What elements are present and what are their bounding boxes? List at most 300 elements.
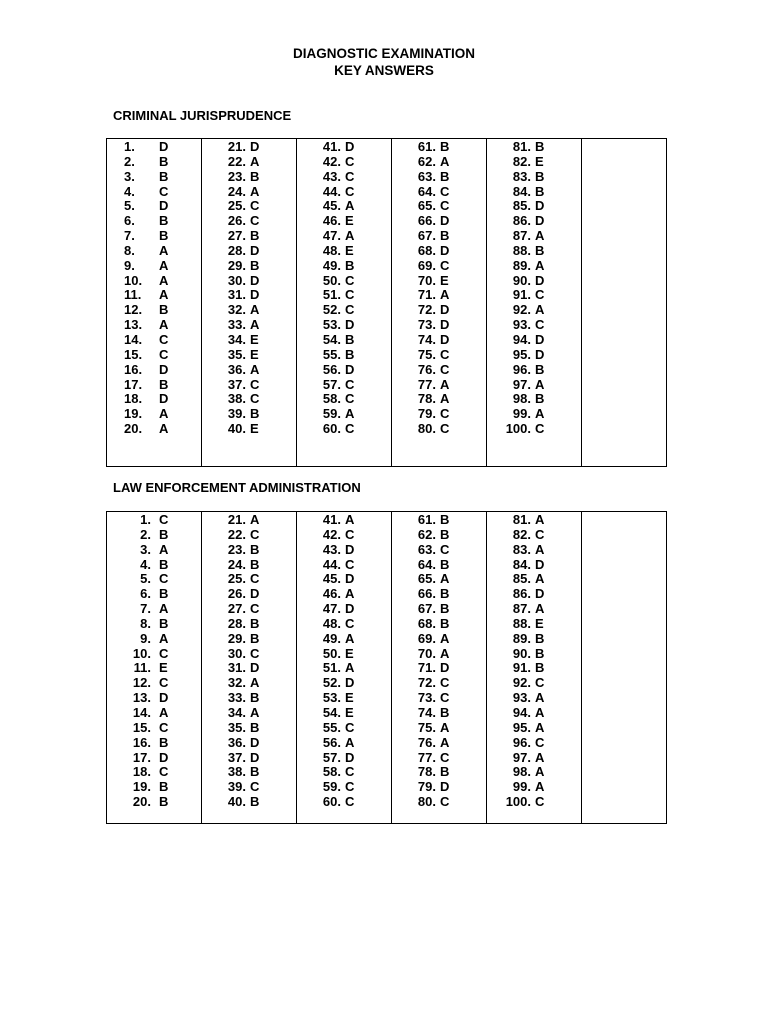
answer-row: [107, 706, 201, 721]
answer-row: [107, 572, 201, 587]
question-number: 88.: [512, 615, 531, 631]
question-number: 59.: [322, 406, 341, 422]
answer-row: [297, 392, 391, 407]
question-number: 53.: [322, 317, 341, 333]
question-number: 22.: [227, 153, 246, 169]
answer-row: [202, 736, 296, 751]
answer-row: [392, 259, 486, 274]
answer-row: [392, 288, 486, 303]
answer-column: [297, 139, 392, 467]
answer-row: [107, 558, 201, 573]
answer-row: [202, 513, 296, 528]
answer-letter: D: [250, 287, 260, 303]
question-number: 43.: [322, 541, 341, 557]
answer-row: [487, 259, 581, 274]
answer-row: [392, 392, 486, 407]
answer-key-table-law-enforcement-administration: [106, 511, 667, 824]
answer-letter: B: [159, 734, 169, 750]
question-number: 82.: [512, 153, 531, 169]
answer-row: [107, 661, 201, 676]
answer-row: [297, 751, 391, 766]
answer-letter: C: [440, 361, 450, 377]
question-number: 34.: [227, 331, 246, 347]
answer-row: [297, 170, 391, 185]
question-number: 61.: [417, 512, 436, 527]
answer-row: [202, 572, 296, 587]
question-number: 72.: [417, 302, 436, 318]
question-number: 68.: [417, 615, 436, 631]
answer-letter: A: [250, 153, 260, 169]
answer-letter: A: [159, 601, 169, 617]
answer-row: [392, 422, 486, 437]
answer-letter: C: [250, 391, 260, 407]
answer-letter: C: [345, 556, 355, 572]
answer-row: [297, 318, 391, 333]
question-number: 78.: [417, 391, 436, 407]
answer-row: [487, 558, 581, 573]
answer-letter: C: [535, 794, 545, 810]
question-number: 32.: [227, 302, 246, 318]
answer-letter: C: [250, 779, 260, 795]
answer-row: [297, 244, 391, 259]
question-number: 51.: [322, 660, 341, 676]
answer-row: [107, 736, 201, 751]
answer-letter: E: [345, 645, 354, 661]
answer-row: [107, 422, 201, 437]
answer-row: [392, 661, 486, 676]
question-number: 38.: [227, 391, 246, 407]
question-number: 42.: [322, 526, 341, 542]
answer-row: [297, 691, 391, 706]
answer-row: [487, 155, 581, 170]
answer-row: [107, 274, 201, 289]
answer-row: [202, 587, 296, 602]
answer-row: [487, 528, 581, 543]
answer-letter: B: [440, 512, 450, 527]
answer-row: [487, 422, 581, 437]
answer-row: [392, 721, 486, 736]
answer-row: [297, 602, 391, 617]
question-number: 63.: [417, 541, 436, 557]
answer-row: [107, 602, 201, 617]
answer-letter: C: [345, 615, 355, 631]
answer-row: [392, 617, 486, 632]
question-number: 86.: [512, 213, 531, 229]
question-number: 20.: [124, 421, 143, 437]
question-number: 84.: [512, 183, 531, 199]
answer-letter: C: [345, 391, 355, 407]
answer-row: [487, 407, 581, 422]
answer-letter: C: [440, 346, 450, 362]
question-number: 42.: [322, 153, 341, 169]
question-number: 70.: [417, 272, 436, 288]
question-number: 94.: [512, 331, 531, 347]
answer-letter: C: [159, 512, 169, 527]
answer-row: [202, 229, 296, 244]
answer-row: [297, 543, 391, 558]
answer-letter: A: [250, 675, 260, 691]
question-number: 15.: [124, 346, 143, 362]
answer-letter: A: [440, 376, 450, 392]
answer-letter: A: [159, 541, 169, 557]
question-number: 77.: [417, 749, 436, 765]
answer-row: [107, 676, 201, 691]
answer-letter: D: [250, 586, 260, 602]
question-number: 37.: [227, 376, 246, 392]
answer-letter: D: [345, 361, 355, 377]
answer-letter: B: [250, 719, 260, 735]
answer-row: [392, 244, 486, 259]
question-number: 21.: [227, 512, 246, 527]
answer-letter: C: [440, 198, 450, 214]
answer-row: [202, 274, 296, 289]
answer-row: [487, 185, 581, 200]
answer-column: [392, 512, 487, 824]
question-number: 87.: [512, 228, 531, 244]
answer-letter: B: [159, 615, 169, 631]
question-number: 3.: [124, 168, 135, 184]
question-number: 87.: [512, 601, 531, 617]
question-number: 95.: [512, 346, 531, 362]
question-number: 93.: [512, 690, 531, 706]
answer-letter: C: [345, 272, 355, 288]
answer-letter: C: [345, 779, 355, 795]
answer-letter: B: [535, 168, 545, 184]
question-number: 28.: [227, 615, 246, 631]
answer-row: [392, 543, 486, 558]
answer-letter: D: [159, 198, 169, 214]
answer-letter: B: [250, 556, 260, 572]
answer-row: [107, 513, 201, 528]
answer-letter: A: [250, 704, 260, 720]
answer-row: [297, 676, 391, 691]
question-number: 20.: [132, 794, 151, 810]
answer-letter: A: [345, 198, 355, 214]
question-number: 25.: [227, 198, 246, 214]
answer-row: [202, 140, 296, 155]
answer-letter: B: [159, 376, 169, 392]
answer-row: [392, 587, 486, 602]
answer-row: [392, 558, 486, 573]
question-number: 29.: [227, 630, 246, 646]
answer-letter: C: [159, 571, 169, 587]
answer-letter: C: [535, 421, 545, 437]
question-number: 62.: [417, 526, 436, 542]
answer-letter: B: [250, 630, 260, 646]
question-number: 35.: [227, 346, 246, 362]
answer-row: [202, 348, 296, 363]
answer-letter: B: [250, 615, 260, 631]
answer-letter: D: [250, 242, 260, 258]
question-number: 92.: [512, 302, 531, 318]
question-number: 7.: [140, 601, 151, 617]
question-number: 97.: [512, 749, 531, 765]
question-number: 17.: [132, 749, 151, 765]
answer-row: [297, 274, 391, 289]
answer-letter: D: [250, 749, 260, 765]
answer-row: [107, 140, 201, 155]
answer-letter: C: [345, 764, 355, 780]
answer-row: [297, 288, 391, 303]
answer-letter: B: [440, 526, 450, 542]
answer-letter: A: [250, 512, 260, 527]
question-number: 1.: [124, 139, 135, 154]
question-number: 99.: [512, 406, 531, 422]
answer-letter: A: [159, 630, 169, 646]
question-number: 24.: [227, 183, 246, 199]
question-number: 50.: [322, 272, 341, 288]
question-number: 51.: [322, 287, 341, 303]
question-number: 8.: [140, 615, 151, 631]
answer-letter: C: [535, 317, 545, 333]
answer-letter: C: [159, 645, 169, 661]
question-number: 18.: [124, 391, 143, 407]
question-number: 67.: [417, 228, 436, 244]
answer-row: [202, 407, 296, 422]
answer-letter: E: [250, 331, 259, 347]
question-number: 14.: [132, 704, 151, 720]
answer-row: [297, 363, 391, 378]
answer-row: [392, 676, 486, 691]
answer-row: [107, 185, 201, 200]
question-number: 69.: [417, 257, 436, 273]
answer-column: [107, 139, 202, 467]
answer-letter: C: [159, 719, 169, 735]
answer-letter: B: [250, 228, 260, 244]
question-number: 60.: [322, 794, 341, 810]
question-number: 60.: [322, 421, 341, 437]
question-number: 91.: [512, 287, 531, 303]
question-number: 25.: [227, 571, 246, 587]
question-number: 93.: [512, 317, 531, 333]
answer-row: [107, 155, 201, 170]
answer-letter: A: [535, 376, 545, 392]
answer-row: [107, 229, 201, 244]
answer-letter: D: [345, 139, 355, 154]
answer-letter: B: [535, 645, 545, 661]
answer-letter: C: [250, 601, 260, 617]
answer-row: [487, 274, 581, 289]
answer-letter: D: [345, 749, 355, 765]
answer-letter: C: [535, 734, 545, 750]
question-number: 13.: [124, 317, 143, 333]
answer-letter: A: [250, 361, 260, 377]
answer-row: [202, 333, 296, 348]
answer-letter: A: [535, 257, 545, 273]
question-number: 41.: [322, 139, 341, 154]
answer-letter: C: [159, 346, 169, 362]
question-number: 86.: [512, 586, 531, 602]
answer-letter: C: [440, 406, 450, 422]
question-number: 64.: [417, 556, 436, 572]
answer-row: [202, 558, 296, 573]
answer-letter: D: [250, 139, 260, 154]
question-number: 26.: [227, 586, 246, 602]
answer-letter: C: [345, 526, 355, 542]
answer-row: [202, 632, 296, 647]
question-number: 66.: [417, 586, 436, 602]
answer-letter: A: [345, 228, 355, 244]
answer-letter: A: [535, 406, 545, 422]
question-number: 81.: [512, 139, 531, 154]
question-number: 7.: [124, 228, 135, 244]
question-number: 15.: [132, 719, 151, 735]
answer-letter: D: [345, 541, 355, 557]
question-number: 78.: [417, 764, 436, 780]
question-number: 33.: [227, 317, 246, 333]
answer-row: [487, 706, 581, 721]
answer-letter: D: [345, 317, 355, 333]
question-number: 65.: [417, 571, 436, 587]
question-number: 9.: [140, 630, 151, 646]
question-number: 82.: [512, 526, 531, 542]
answer-row: [202, 795, 296, 810]
question-number: 97.: [512, 376, 531, 392]
answer-row: [297, 558, 391, 573]
answer-row: [202, 288, 296, 303]
answer-row: [107, 632, 201, 647]
answer-row: [297, 528, 391, 543]
answer-column: [297, 512, 392, 824]
answer-row: [202, 765, 296, 780]
answer-row: [487, 543, 581, 558]
question-number: 29.: [227, 257, 246, 273]
answer-row: [392, 751, 486, 766]
answer-letter: C: [345, 183, 355, 199]
answer-letter: D: [440, 302, 450, 318]
answer-letter: C: [345, 421, 355, 437]
answer-row: [107, 170, 201, 185]
question-number: 27.: [227, 228, 246, 244]
question-number: 90.: [512, 272, 531, 288]
answer-letter: B: [250, 168, 260, 184]
answer-row: [202, 199, 296, 214]
answer-row: [487, 244, 581, 259]
question-number: 31.: [227, 660, 246, 676]
question-number: 75.: [417, 346, 436, 362]
question-number: 77.: [417, 376, 436, 392]
answer-row: [107, 303, 201, 318]
answer-letter: C: [440, 183, 450, 199]
question-number: 11.: [133, 660, 151, 676]
question-number: 48.: [322, 615, 341, 631]
question-number: 57.: [322, 376, 341, 392]
answer-letter: B: [535, 361, 545, 377]
question-number: 10.: [132, 645, 151, 661]
answer-row: [202, 528, 296, 543]
question-number: 9.: [124, 257, 135, 273]
answer-row: [202, 706, 296, 721]
answer-column: [107, 512, 202, 824]
answer-row: [487, 513, 581, 528]
question-number: 17.: [124, 376, 143, 392]
answer-row: [297, 155, 391, 170]
question-number: 91.: [512, 660, 531, 676]
answer-row: [297, 572, 391, 587]
answer-row: [392, 333, 486, 348]
answer-letter: C: [250, 213, 260, 229]
answer-row: [392, 691, 486, 706]
question-number: 74.: [417, 331, 436, 347]
question-number: 53.: [322, 690, 341, 706]
answer-row: [487, 363, 581, 378]
answer-row: [107, 288, 201, 303]
answer-row: [487, 647, 581, 662]
answer-row: [487, 661, 581, 676]
question-number: 24.: [227, 556, 246, 572]
answer-row: [202, 303, 296, 318]
answer-letter: D: [250, 734, 260, 750]
answer-row: [107, 214, 201, 229]
question-number: 80.: [417, 794, 436, 810]
question-number: 30.: [227, 272, 246, 288]
question-number: 34.: [227, 704, 246, 720]
empty-column: [582, 139, 667, 467]
answer-row: [107, 244, 201, 259]
question-number: 50.: [322, 645, 341, 661]
question-number: 83.: [512, 168, 531, 184]
answer-row: [107, 617, 201, 632]
question-number: 47.: [322, 601, 341, 617]
question-number: 85.: [512, 571, 531, 587]
question-number: 23.: [227, 541, 246, 557]
question-number: 5.: [140, 571, 151, 587]
answer-row: [202, 751, 296, 766]
answer-letter: A: [345, 660, 355, 676]
answer-letter: B: [159, 556, 169, 572]
answer-row: [202, 676, 296, 691]
question-number: 13.: [132, 690, 151, 706]
question-number: 10.: [124, 272, 143, 288]
answer-letter: C: [159, 331, 169, 347]
answer-letter: B: [535, 630, 545, 646]
answer-letter: B: [440, 601, 450, 617]
answer-row: [202, 259, 296, 274]
question-number: 85.: [512, 198, 531, 214]
answer-row: [297, 513, 391, 528]
answer-row: [392, 348, 486, 363]
answer-letter: D: [440, 660, 450, 676]
answer-row: [487, 780, 581, 795]
empty-column: [582, 512, 667, 824]
answer-letter: A: [345, 734, 355, 750]
question-number: 8.: [124, 242, 135, 258]
answer-letter: E: [345, 213, 354, 229]
answer-letter: B: [345, 331, 355, 347]
question-number: 18.: [132, 764, 151, 780]
answer-letter: E: [535, 615, 544, 631]
answer-row: [392, 407, 486, 422]
answer-letter: E: [159, 660, 168, 676]
question-number: 63.: [417, 168, 436, 184]
question-number: 46.: [322, 586, 341, 602]
question-number: 56.: [322, 734, 341, 750]
answer-row: [487, 170, 581, 185]
question-number: 40.: [227, 794, 246, 810]
question-number: 89.: [512, 257, 531, 273]
answer-letter: C: [250, 376, 260, 392]
answer-letter: B: [440, 615, 450, 631]
answer-letter: C: [345, 287, 355, 303]
answer-letter: C: [345, 302, 355, 318]
answer-row: [487, 795, 581, 810]
answer-row: [392, 170, 486, 185]
section-heading-law-enforcement-administration: LAW ENFORCEMENT ADMINISTRATION: [113, 480, 361, 495]
question-number: 54.: [322, 704, 341, 720]
answer-letter: A: [440, 645, 450, 661]
answer-row: [487, 617, 581, 632]
answer-letter: D: [440, 213, 450, 229]
